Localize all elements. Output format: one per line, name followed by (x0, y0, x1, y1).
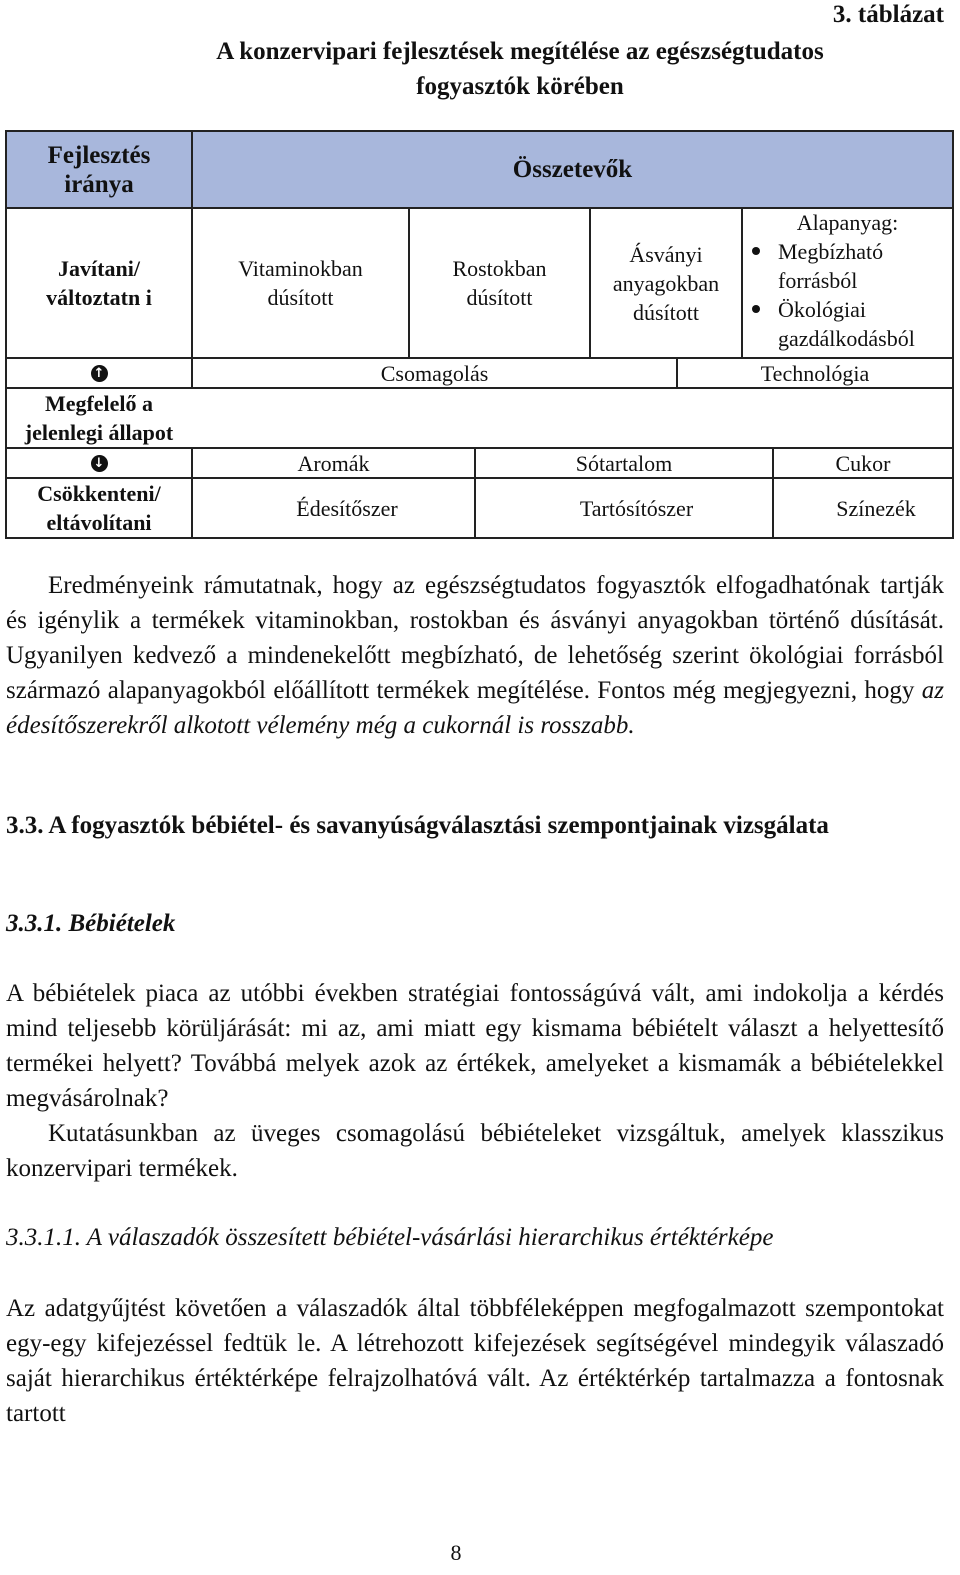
cell-sweetener: Édesítőszer (296, 495, 398, 521)
raw-material-title: Alapanyag: (796, 210, 899, 235)
raw-material-item: Ökológiai gazdálkodásból (742, 295, 953, 353)
up-arrow-icon: ↑ (91, 365, 108, 382)
table-rule (408, 207, 410, 358)
table-rule (5, 447, 954, 449)
cell-colorant: Színezék (836, 495, 916, 521)
cell-packaging: Csomagolás (380, 360, 489, 386)
page-number: 8 (450, 1540, 462, 1565)
table-border-left (5, 130, 7, 539)
cell-technology: Technológia (760, 360, 870, 386)
table-rule (589, 207, 591, 358)
table-rule (5, 207, 954, 209)
bullet-icon (752, 247, 760, 255)
cell-preservative: Tartósítószer (579, 495, 694, 521)
cell-salt: Sótartalom (575, 450, 673, 476)
up-arrow-cell (6, 358, 192, 388)
table-rule (191, 447, 193, 539)
cell-mineral: Ásványi anyagokban dúsított (612, 241, 720, 325)
cell-aromas: Aromák (297, 450, 370, 476)
bullet-icon (752, 305, 760, 313)
down-arrow-cell (6, 448, 192, 478)
table-title-line-2: fogyasztók körében (416, 73, 624, 100)
paragraph-data-collection: Az adatgyűjtést követően a válaszadók által többféleképpen megfogalmazott szempontokat egy-egy kifejezéssel fedtük le. A létrehozott kifejezések segítségével mindegyik válaszadó saját hierarchikus értéktérképe felrajzolhatóvá vált. Az értéktérkép tartalmazza a fontosnak tartott (6, 1295, 944, 1427)
section-heading-3-3-1: 3.3.1. Bébiételek (6, 910, 176, 937)
table-border-top (5, 130, 954, 132)
table-number: 3. táblázat (832, 1, 944, 28)
cell-sugar: Cukor (835, 450, 891, 476)
cell-vitamin: Vitaminokban dúsított (238, 256, 363, 310)
header-components: Összetevők (192, 131, 953, 208)
down-arrow-icon: ↓ (91, 455, 108, 472)
section-heading-3-3: 3.3. A fogyasztók bébiétel- és savanyúságválasztási szempontjainak vizsgálata (6, 812, 829, 839)
paragraph-baby-food: A bébiételek piaca az utóbbi években stratégiai fontosságúvá vált, ami indokolja a kérdés mind teljesebb körüljárását: mi az, ami miatt egy kismama bébiételt választ a helyettesítő termékei helyett? Továbbá melyek azok az értékek, amelyeket a kismamák a bébiételekkel megvásárolnak? (6, 980, 944, 1112)
table-border-bottom (5, 537, 954, 539)
table-rule (191, 130, 193, 389)
table-title (0, 34, 960, 104)
cell-fiber: Rostokban dúsított (452, 256, 547, 310)
paragraph-research: Kutatásunkban az üveges csomagolású bébiételeket vizsgáltuk, amelyek klasszikus konzervipari termékek. (6, 1120, 944, 1182)
reduce-label: Csökkenteni/ eltávolítani (37, 481, 161, 535)
paragraph-results: Eredményeink rámutatnak, hogy az egészségtudatos fogyasztók elfogadhatónak tartják és igénylik a termékek vitaminokban, rostokban és ásványi anyagokban történő dúsítását. Ugyanilyen kedvező a mindenekelőtt megbízható, de lehetőség szerint ökológiai forrásból származó alapanyagokból előállított termékek megítélése. Fontos még megjegyezni, hogy az édesítőszerekről alkotott vélemény még a cukornál is rosszabb. (6, 572, 944, 739)
table-rule (772, 447, 774, 539)
raw-material-item: Megbízható forrásból (742, 237, 953, 295)
header-direction: Fejlesztés iránya (6, 131, 192, 208)
table-title-line-1: A konzervipari fejlesztések megítélése az egészségtudatos (216, 38, 824, 65)
current-state-label: Megfelelő a jelenlegi állapot (24, 391, 174, 445)
table-border-right (952, 130, 954, 539)
table-rule (5, 477, 954, 479)
italic-remark: az édesítőszerekről alkotott vélemény még a cukornál is rosszabb. (6, 677, 944, 739)
improve-label: Javítani/ változtatn i (46, 256, 152, 310)
table-rule (741, 207, 743, 358)
section-heading-3-3-1-1: 3.3.1.1. A válaszadók összesített bébiétel-vásárlási hierarchikus értéktérképe (6, 1224, 774, 1251)
table-rule (5, 387, 954, 389)
table-rule (676, 357, 678, 388)
table-rule (5, 357, 954, 359)
table-rule (474, 447, 476, 539)
cell-raw-material (742, 208, 953, 358)
